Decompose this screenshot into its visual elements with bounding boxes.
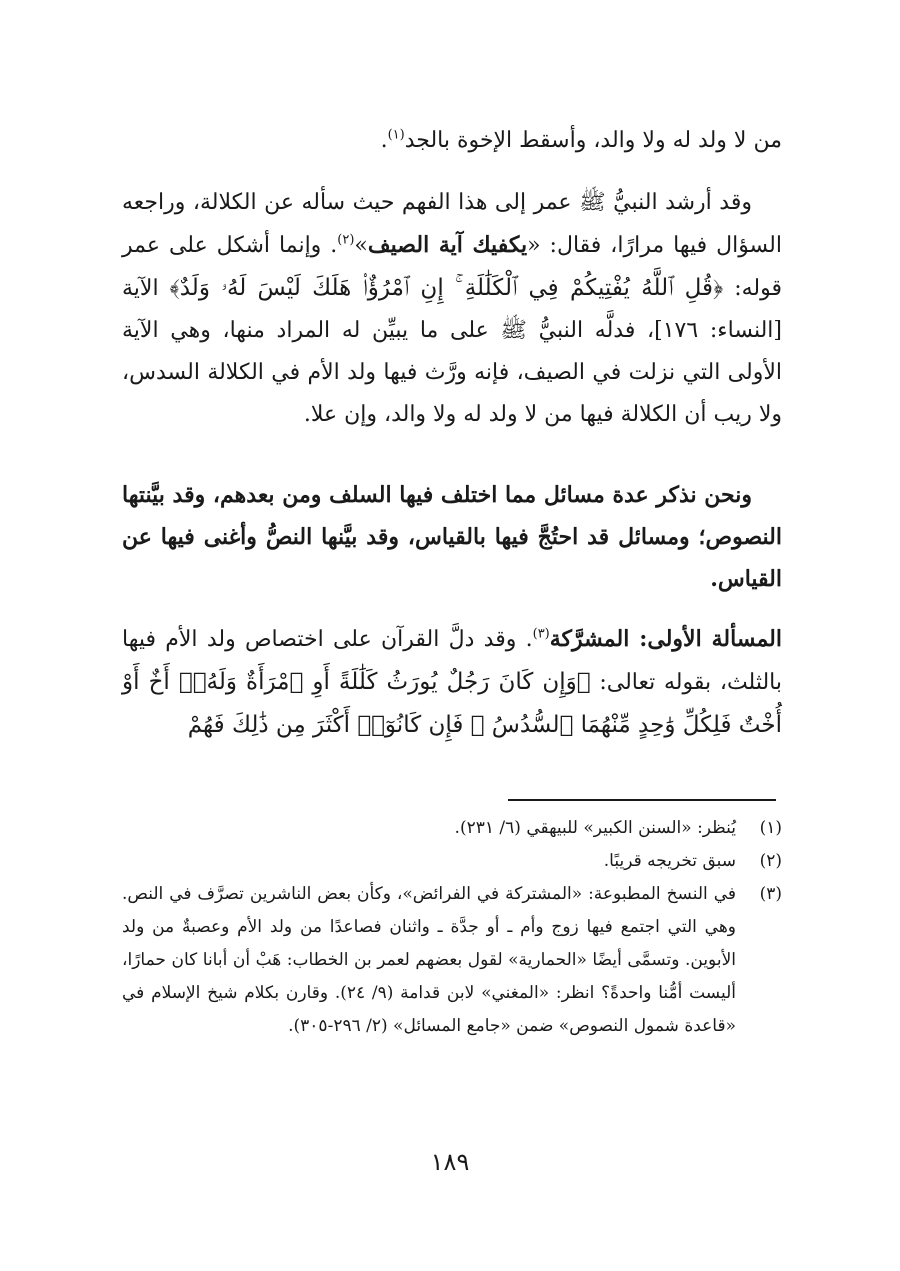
footnote-1 [122,812,782,845]
footnote-3 [122,878,782,1043]
hadith-quote: يكفيك آية الصيف [367,232,528,258]
section-heading: المسألة الأولى: المشرَّكة [549,626,782,652]
paragraph-1-body: من لا ولد له ولا والد، وأسقط الإخوة بالجد [404,128,782,153]
footnote-3-text: في النسخ المطبوعة: «المشتركة في الفرائض»، وكأن بعض الناشرين تصرَّف في النص. وهي التي اجتمع فيها زوج وأم ـ أو جدَّة ـ واثنان فصاعدًا من ولد الأم وعصبةٌ من ولد الأبوين. وتسمَّى أيضًا «الحمارية» لقول بعضهم لعمر بن الخطاب: هَبْ أن أبانا كان حمارًا، أليست أمُّنا واحدةً؟ انظر: «المغني» لابن قدامة (٩/ ٢٤). وقارن بكلام شيخ الإسلام في «قاعدة شمول النصوص» ضمن «جامع المسائل» (٢/ ٢٩٦-٣٠٥). [122,884,736,1036]
footnote-1-number: (١) [759,818,782,838]
footnote-ref-1[interactable]: (١) [387,127,405,143]
page-number: ١٨٩ [430,1148,470,1176]
paragraph-2-part-3: . وإنما أشكل على عمر قوله: [122,233,782,301]
quran-verse-1: ﴿قُلِ ٱللَّهُ يُفْتِيكُمْ فِي ٱلْكَلَٰلَةِ ۚ إِنِ ٱمْرُؤٌا۟ هَلَكَ لَيْسَ لَهُۥ وَلَدٌ﴾ [169,275,724,301]
footnote-ref-2[interactable]: (٢) [337,232,355,248]
paragraph-1 [122,120,782,162]
paragraph-2-part-4: الآية [النساء: ١٧٦]، فدلَّه النبيُّ ﷺ على ما يبيِّن له المراد منها، وهي الآية الأولى التي نزلت في الصيف، فإنه ورَّث فيها ولد الأم في الكلالة السدس، ولا ريب أن الكلالة فيها من لا ولد له ولا والد، وإن علا. [122,276,782,427]
paragraph-2-text [122,182,782,436]
footnote-2 [122,845,782,878]
paragraph-4 [122,618,782,747]
paragraph-3-body: ونحن نذكر عدة مسائل مما اختلف فيها السلف ومن بعدهم، وقد بيَّنتها النصوص؛ ومسائل قد احتُجَّ فيها بالقياس، وقد بيَّنها النصُّ وأغنى فيها عن القياس. [122,482,782,592]
footnote-3-number: (٣) [759,884,782,904]
footnotes [122,812,782,1043]
paragraph-4-text [122,618,782,747]
paragraph-2-part-1: وقد أرشد النبيُّ ﷺ عمر إلى هذا الفهم حيث سأله عن الكلالة، وراجعه السؤال فيها مرارًا، فقال: « [122,190,782,258]
paragraph-1-text [122,120,782,162]
paragraph-3 [122,474,782,600]
paragraph-4-part-1: . وقد دلَّ القرآن على اختصاص ولد الأم فيها بالثلث، بقوله تعالى: [122,627,782,695]
footnote-2-text: سبق تخريجه قريبًا. [603,851,736,871]
footnote-1-text: يُنظر: «السنن الكبير» للبيهقي (٦/ ٢٣١). [454,818,736,838]
footnote-2-number: (٢) [759,851,782,871]
quran-verse-2: ﴿وَإِن كَانَ رَجُلٌ يُورَثُ كَلَٰلَةً أَوِ ٱمْرَأَةٌ وَلَهُۥٓ أَخٌ أَوْ أُخْتٌ فَلِكُلِّ وَٰحِدٍ مِّنْهُمَا ٱلسُّدُسُ ۚ فَإِن كَانُوٓا۟ أَكْثَرَ مِن ذَٰلِكَ فَهُمْ [122,669,782,738]
paragraph-2 [122,182,782,436]
paragraph-1-end: . [380,128,388,153]
paragraph-2-part-2: » [354,233,368,258]
paragraph-3-text [122,474,782,600]
footnote-ref-3[interactable]: (٣) [532,626,550,642]
footnote-divider [508,799,776,801]
